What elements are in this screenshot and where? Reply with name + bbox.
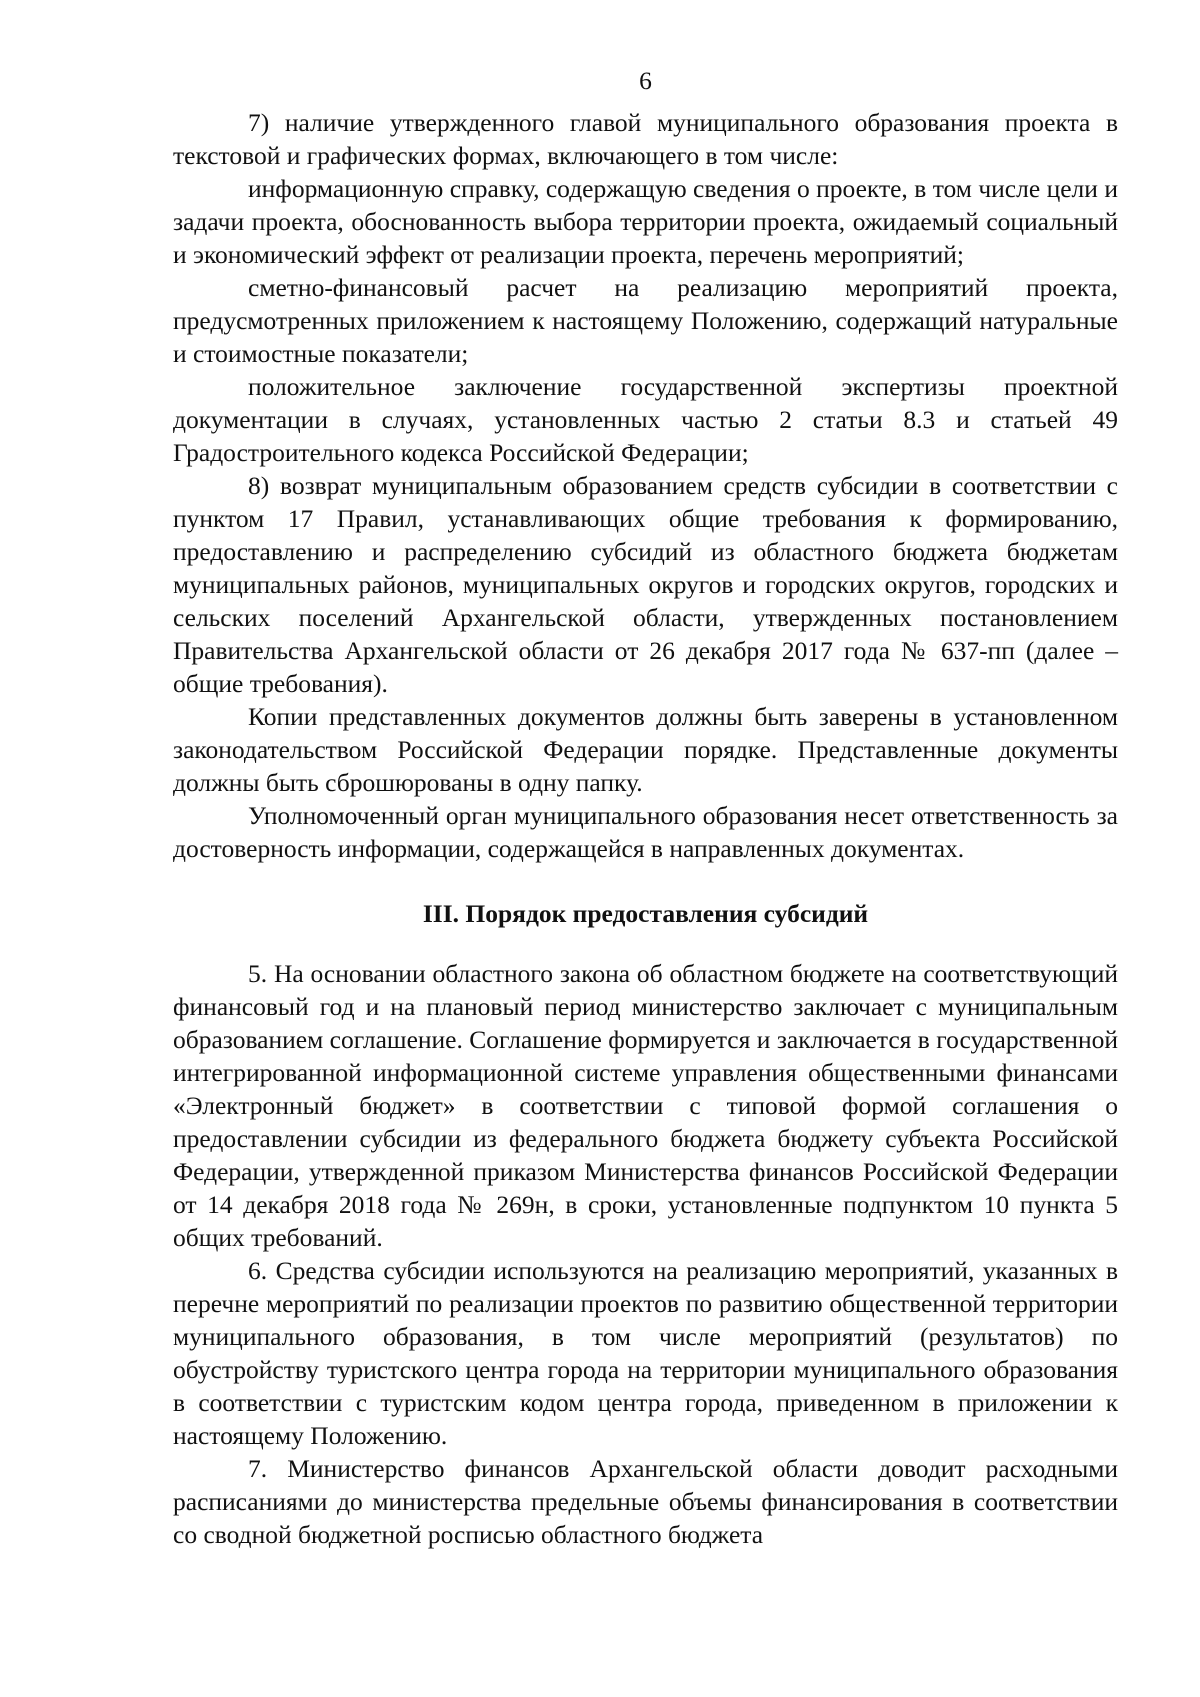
section-title: III. Порядок предоставления субсидий bbox=[422, 899, 869, 928]
paragraph-item-7-finance: 7. Министерство финансов Архангельской области доводит расходными расписаниями до министерства предельные объемы финансирования в соответствии со сводной бюджетной росписью областного бюджета bbox=[173, 1454, 1118, 1549]
paragraph-responsibility: Уполномоченный орган муниципального образования несет ответственность за достоверность информации, содержащейся в направленных документах. bbox=[173, 801, 1118, 863]
paragraph-item-8: 8) возврат муниципальным образованием средств субсидии в соответствии с пунктом 17 Правил, устанавливающих общие требования к формированию, предоставлению и распределению субсидий из областного бюджета бюджетам муниципальных районов, муниципальных округов и городских округов, городских и сельских поселений Архангельской области, утвержденных постановлением Правительства Архангельской области от 26 декабря 2017 года № 637-пп (далее – общие требования). bbox=[173, 471, 1118, 698]
paragraph-budget-calc: сметно-финансовый расчет на реализацию мероприятий проекта, предусмотренных приложением к настоящему Положению, содержащий натуральные и стоимостные показатели; bbox=[173, 273, 1118, 368]
paragraph-item-5: 5. На основании областного закона об областном бюджете на соответствующий финансовый год и на плановый период министерство заключает с муниципальным образованием соглашение. Соглашение формируется и заключается в государственной интегрированной информационной системе управления общественными финансами «Электронный бюджет» в соответствии с типовой формой соглашения о предоставлении субсидии из федерального бюджета бюджету субъекта Российской Федерации, утвержденной приказом Министерства финансов Российской Федерации от 14 декабря 2018 года № 269н, в сроки, установленные подпунктом 10 пункта 5 общих требований. bbox=[173, 959, 1118, 1252]
paragraph-info-note: информационную справку, содержащую сведения о проекте, в том числе цели и задачи проекта, обоснованность выбора территории проекта, ожидаемый социальный и экономический эффект от реализации проекта, перечень мероприятий; bbox=[173, 174, 1118, 269]
paragraph-expertise: положительное заключение государственной экспертизы проектной документации в случаях, установленных частью 2 статьи 8.3 и статьей 49 Градостроительного кодекса Российской Федерации; bbox=[173, 372, 1118, 467]
paragraph-copies: Копии представленных документов должны быть заверены в установленном законодательством Российской Федерации порядке. Представленные документы должны быть сброшюрованы в одну папку. bbox=[173, 702, 1118, 797]
document-page bbox=[173, 64, 1118, 1551]
page-number: 6 bbox=[639, 66, 652, 95]
paragraph-item-6: 6. Средства субсидии используются на реализацию мероприятий, указанных в перечне мероприятий по реализации проектов по развитию общественной территории муниципального образования, в том числе мероприятий (результатов) по обустройству туристского центра города на территории муниципального образования в соответствии с туристским кодом центра города, приведенном в приложении к настоящему Положению. bbox=[173, 1256, 1118, 1450]
paragraph-item-7: 7) наличие утвержденного главой муниципального образования проекта в текстовой и графических формах, включающего в том числе: bbox=[173, 108, 1118, 170]
